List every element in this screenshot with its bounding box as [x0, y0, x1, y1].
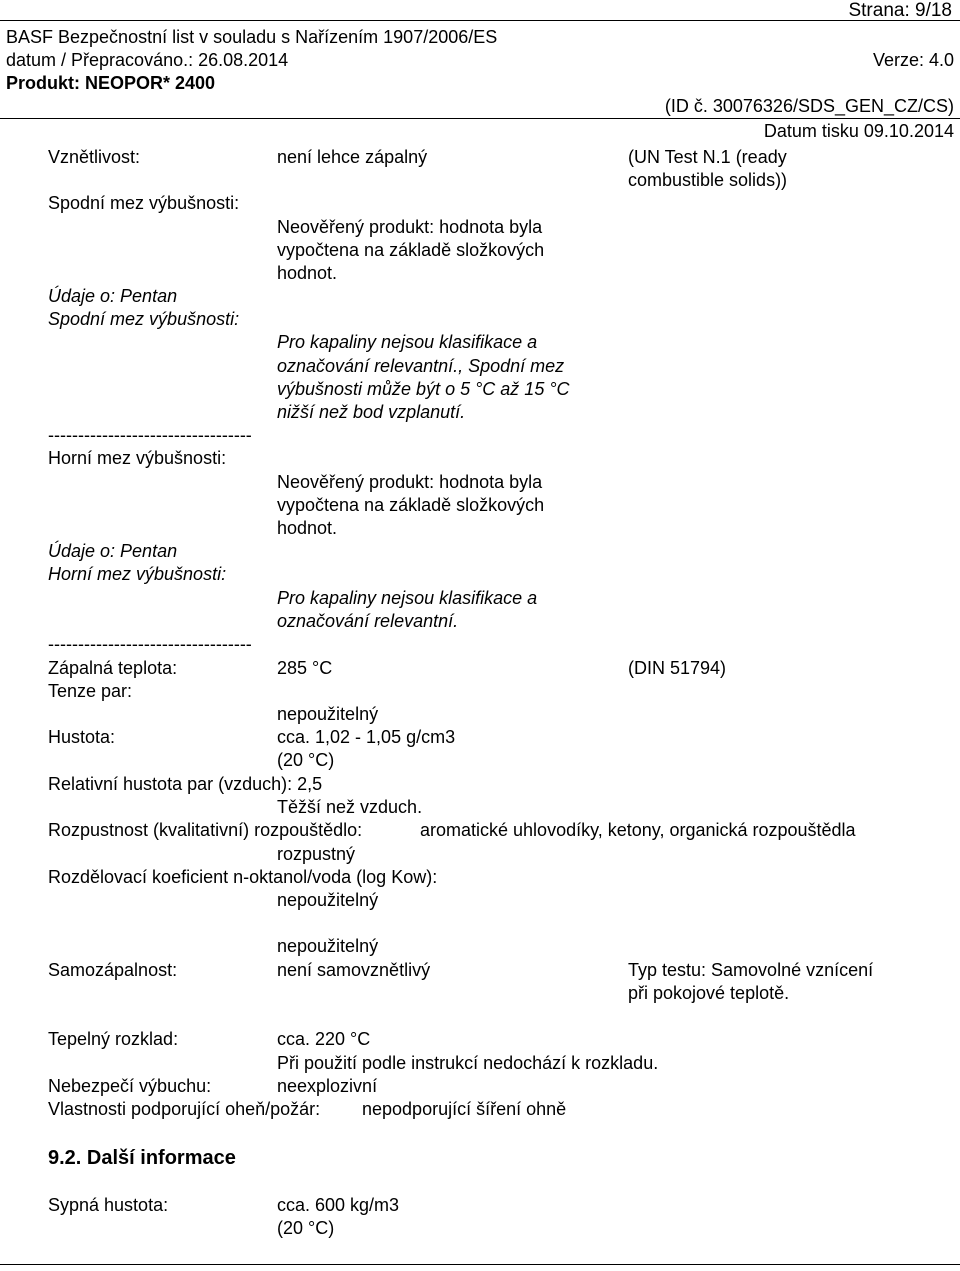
flammability-method-1: (UN Test N.1 (ready	[628, 147, 787, 167]
header-product: Produkt: NEOPOR* 2400	[6, 73, 216, 93]
lower-limit-pentan-1: Pro kapaliny nejsou klasifikace a	[277, 332, 538, 352]
lower-limit-label-2: Spodní mez výbušnosti:	[48, 309, 240, 329]
upper-limit-pentan-2: označování relevantní.	[277, 611, 459, 631]
ignition-value: 285 °C	[277, 658, 333, 678]
decomposition-value: cca. 220 °C	[277, 1029, 371, 1049]
fire-value: nepodporující šíření ohně	[362, 1099, 567, 1119]
header-print-date: Datum tisku 09.10.2014	[763, 121, 954, 141]
upper-limit-pentan-1: Pro kapaliny nejsou klasifikace a	[277, 588, 538, 608]
solubility-label: Rozpustnost (kvalitativní) rozpouštědlo:	[48, 820, 363, 840]
header-date: datum / Přepracováno.: 26.08.2014	[6, 50, 289, 70]
explosion-label: Nebezpečí výbuchu:	[48, 1076, 212, 1096]
explosion-value: neexplozivní	[277, 1076, 378, 1096]
self-ignition-value: není samovznětlivý	[277, 960, 431, 980]
separator-1: ----------------------------------	[48, 425, 252, 445]
section-title: 9.2. Další informace	[48, 1147, 236, 1169]
solubility-value: rozpustný	[277, 844, 356, 864]
self-ignition-test-1: Typ testu: Samovolné vznícení	[628, 960, 874, 980]
relative-density-label: Relativní hustota par (vzduch): 2,5	[48, 774, 323, 794]
separator-2: ----------------------------------	[48, 634, 252, 654]
self-ignition-label: Samozápalnost:	[48, 960, 178, 980]
solubility-solvents: aromatické uhlovodíky, ketony, organická rozpouštědla	[420, 820, 856, 840]
upper-limit-note-3: hodnot.	[277, 518, 338, 538]
upper-limit-pentan-label: Údaje o: Pentan	[48, 541, 178, 561]
upper-limit-label: Horní mez výbušnosti:	[48, 448, 227, 468]
decomposition-note: Při použití podle instrukcí nedochází k rozkladu.	[277, 1053, 659, 1073]
density-label: Hustota:	[48, 727, 116, 747]
bulk-condition: (20 °C)	[277, 1218, 335, 1238]
page-number: Strana: 9/18	[848, 0, 952, 21]
ignition-method: (DIN 51794)	[628, 658, 727, 678]
ignition-label: Zápalná teplota:	[48, 658, 178, 678]
density-condition: (20 °C)	[277, 750, 335, 770]
fire-label: Vlastnosti podporující oheň/požár:	[48, 1099, 321, 1119]
footer-rule	[0, 1264, 960, 1265]
header-version: Verze: 4.0	[872, 50, 954, 70]
extra-value: nepoužitelný	[277, 936, 379, 956]
bulk-value: cca. 600 kg/m3	[277, 1195, 400, 1215]
relative-density-note: Těžší než vzduch.	[277, 797, 423, 817]
lower-limit-note-1: Neověřený produkt: hodnota byla	[277, 217, 543, 237]
header-id: (ID č. 30076326/SDS_GEN_CZ/CS)	[664, 96, 954, 116]
upper-limit-label-2: Horní mez výbušnosti:	[48, 564, 227, 584]
decomposition-label: Tepelný rozklad:	[48, 1029, 179, 1049]
upper-limit-note-2: vypočtena na základě složkových	[277, 495, 545, 515]
flammability-method-2: combustible solids))	[628, 170, 788, 190]
header-title: BASF Bezpečnostní list v souladu s Nařízením 1907/2006/ES	[6, 27, 498, 47]
flammability-label: Vznětlivost:	[48, 147, 141, 167]
lower-limit-pentan-4: nižší než bod vzplanutí.	[277, 402, 466, 422]
vapour-pressure-label: Tenze par:	[48, 681, 133, 701]
flammability-value: není lehce zápalný	[277, 147, 428, 167]
vapour-pressure-value: nepoužitelný	[277, 704, 379, 724]
lower-limit-pentan-label: Údaje o: Pentan	[48, 286, 178, 306]
header-top-rule	[0, 20, 960, 21]
partition-label: Rozdělovací koeficient n-oktanol/voda (log Kow):	[48, 867, 438, 887]
self-ignition-test-2: při pokojové teplotě.	[628, 983, 790, 1003]
lower-limit-label: Spodní mez výbušnosti:	[48, 193, 240, 213]
lower-limit-pentan-3: výbušnosti může být o 5 °C až 15 °C	[277, 379, 570, 399]
upper-limit-note-1: Neověřený produkt: hodnota byla	[277, 472, 543, 492]
lower-limit-note-2: vypočtena na základě složkových	[277, 240, 545, 260]
partition-value: nepoužitelný	[277, 890, 379, 910]
bulk-label: Sypná hustota:	[48, 1195, 169, 1215]
lower-limit-pentan-2: označování relevantní., Spodní mez	[277, 356, 565, 376]
lower-limit-note-3: hodnot.	[277, 263, 338, 283]
header-bottom-rule	[0, 118, 960, 119]
density-value: cca. 1,02 - 1,05 g/cm3	[277, 727, 456, 747]
